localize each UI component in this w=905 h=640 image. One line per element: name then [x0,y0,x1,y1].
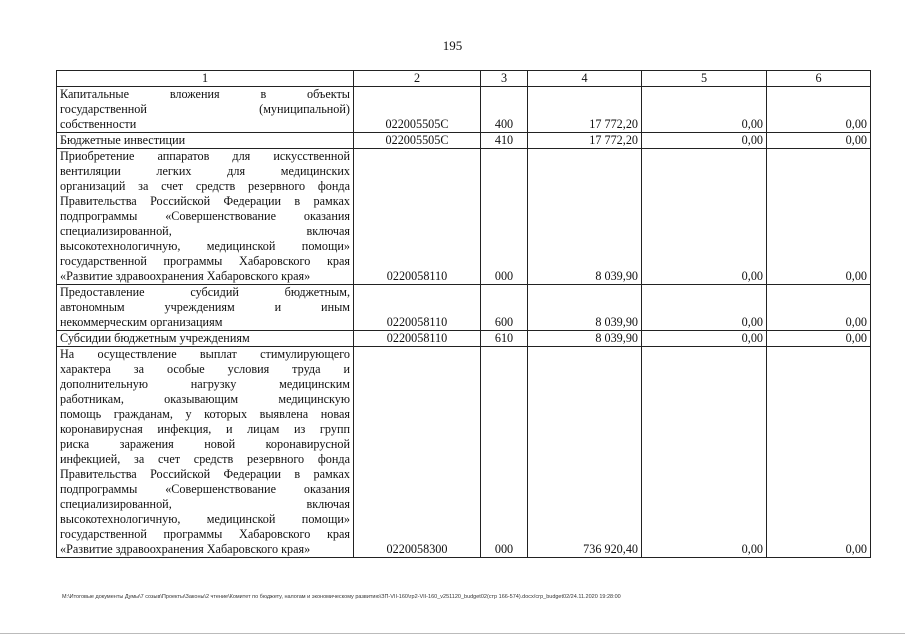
row-name-line: высокотехнологичную, медицинской помощи» [60,512,350,526]
row-code-cell: 0220058110 [354,331,481,347]
row-col6-cell: 0,00 [767,285,871,331]
row-col4-cell: 8 039,90 [528,331,642,347]
row-expense-type-cell: 400 [481,87,528,133]
row-col6-cell: 0,00 [767,87,871,133]
row-name-line: специализированной, включая [60,497,350,511]
table-row [57,133,871,149]
row-col4-cell: 17 772,20 [528,87,642,133]
row-name-line: государственной (муниципальной) [60,102,350,116]
row-name-line: высокотехнологичную, медицинской помощи» [60,239,350,253]
row-name-line: Правительства Российской Федерации в рамках [60,467,350,481]
table-row [57,87,871,133]
row-expense-type-cell: 000 [481,149,528,285]
row-name-line: коронавирусная инфекция, и лицам из групп [60,422,350,436]
row-col5-cell: 0,00 [642,347,767,558]
row-col5-cell: 0,00 [642,285,767,331]
row-name-line: Бюджетные инвестиции [60,133,186,147]
row-col5-cell: 0,00 [642,133,767,149]
row-name-line: специализированной, включая [60,224,350,238]
row-name-cell [57,285,354,331]
row-name-line: государственной программы Хабаровского края [60,527,350,541]
row-col4-cell: 736 920,40 [528,347,642,558]
budget-table [56,70,871,558]
row-name-line: На осуществление выплат стимулирующего [60,347,350,361]
table-row [57,149,871,285]
table-row [57,331,871,347]
row-name-line: подпрограммы «Совершенствование оказания [60,482,350,496]
row-expense-type-cell: 000 [481,347,528,558]
row-name-cell [57,149,354,285]
row-name-line: подпрограммы «Совершенствование оказания [60,209,350,223]
row-name-line: автономным учреждениям и иным [60,300,350,314]
column-header: 3 [481,71,528,87]
row-name-line: риска заражения новой коронавирусной [60,437,350,451]
table-body [57,87,871,558]
row-col5-cell: 0,00 [642,149,767,285]
row-name-cell [57,133,354,149]
row-code-cell: 0220058110 [354,149,481,285]
row-name-line: организаций за счет средств резервного фонда [60,179,350,193]
row-name-cell [57,331,354,347]
row-name-line: государственной программы Хабаровского края [60,254,350,268]
row-name-line: дополнительную нагрузку медицинским [60,377,350,391]
row-name-line: Приобретение аппаратов для искусственной [60,149,350,163]
row-name-line: Субсидии бюджетным учреждениям [60,331,250,345]
row-col6-cell: 0,00 [767,331,871,347]
row-name-line: помощь гражданам, у которых выявлена новая [60,407,350,421]
file-path-footer: M:\Итоговые документы Думы\7 созыв\Проекты\Законы\2 чтение\Комитет по бюджету, налогам и экономическому развитию\ЗП-VII-160\гр2-VII-160_v251120_budget02(стр 166-574).docx/сгр_budget02/24.11.2020 19:28:00 [62,594,621,600]
table-row [57,347,871,558]
row-expense-type-cell: 610 [481,331,528,347]
row-name-line: Правительства Российской Федерации в рамках [60,194,350,208]
row-name-line: собственности [60,117,137,131]
page-number: 195 [442,38,463,53]
row-name-line: «Развитие здравоохранения Хабаровского края» [60,542,311,556]
row-name-line: характера за особые условия труда и [60,362,350,376]
row-name-line: Капитальные вложения в объекты [60,87,350,101]
row-col6-cell: 0,00 [767,133,871,149]
row-name-line: некоммерческим организациям [60,315,223,329]
row-col4-cell: 17 772,20 [528,133,642,149]
table-row [57,285,871,331]
row-col6-cell: 0,00 [767,347,871,558]
row-col4-cell: 8 039,90 [528,285,642,331]
row-code-cell: 0220058110 [354,285,481,331]
row-name-cell [57,347,354,558]
row-code-cell: 0220058300 [354,347,481,558]
row-name-line: Предоставление субсидий бюджетным, [60,285,350,299]
column-header: 1 [57,71,354,87]
row-code-cell: 022005505С [354,87,481,133]
row-name-line: работникам, оказывающим медицинскую [60,392,350,406]
bottom-divider [0,633,905,634]
row-col4-cell: 8 039,90 [528,149,642,285]
column-header: 6 [767,71,871,87]
row-name-line: «Развитие здравоохранения Хабаровского края» [60,269,311,283]
row-expense-type-cell: 410 [481,133,528,149]
row-col5-cell: 0,00 [642,331,767,347]
header-row [57,71,871,87]
row-col6-cell: 0,00 [767,149,871,285]
column-header: 5 [642,71,767,87]
row-code-cell: 022005505С [354,133,481,149]
column-header: 2 [354,71,481,87]
row-name-line: вентиляции легких для медицинских [60,164,350,178]
row-name-line: инфекцией, за счет средств резервного фонда [60,452,350,466]
row-name-cell [57,87,354,133]
row-col5-cell: 0,00 [642,87,767,133]
row-expense-type-cell: 600 [481,285,528,331]
column-header: 4 [528,71,642,87]
